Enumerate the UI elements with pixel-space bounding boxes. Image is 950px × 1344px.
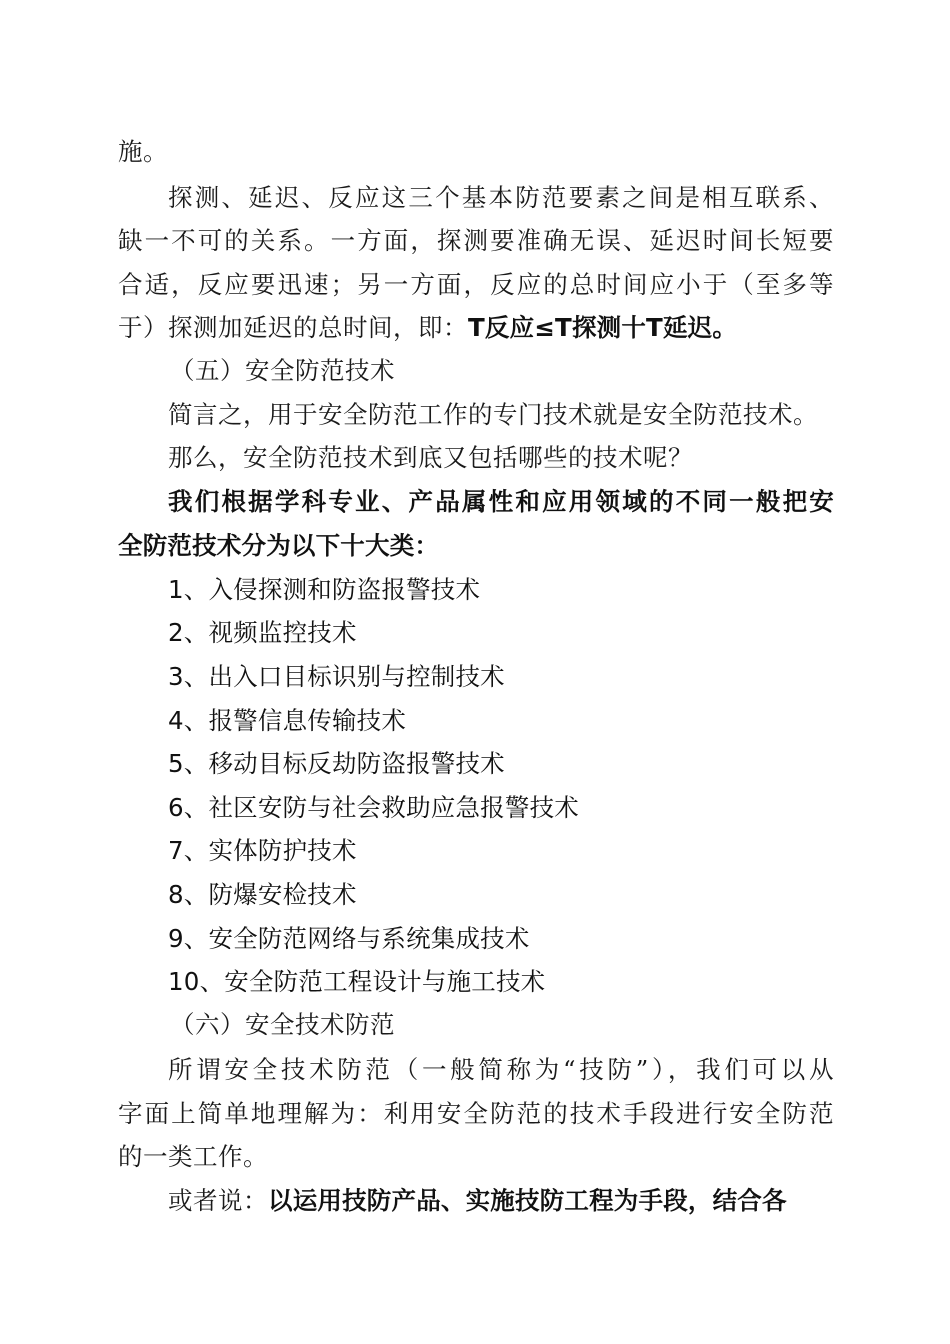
text-line: 我们根据学科专业、产品属性和应用领域的不同一般把安 [168, 487, 834, 516]
text-line: 全防范技术分为以下十大类： [118, 531, 440, 560]
text-line: 的一类工作。 [118, 1142, 268, 1171]
text-line: 简言之，用于安全防范工作的专门技术就是安全防范技术。 [168, 400, 818, 429]
text-line: 字面上简单地理解为：利用安全防范的技术手段进行安全防范 [118, 1099, 834, 1128]
list-item: 5、移动目标反劫防盗报警技术 [168, 749, 505, 778]
list-item: 3、出入口目标识别与控制技术 [168, 662, 505, 691]
text-span: 于）探测加延迟的总时间，即： [118, 313, 468, 342]
list-item: 6、社区安防与社会救助应急报警技术 [168, 793, 579, 822]
section-heading: （五）安全防范技术 [170, 356, 395, 385]
list-item: 2、视频监控技术 [168, 618, 357, 647]
text-line [118, 311, 834, 345]
text-span: 以运用技防产品、实施技防工程为手段，结合各 [268, 1186, 787, 1215]
text-line: 那么，安全防范技术到底又包括哪些的技术呢？ [168, 443, 693, 472]
list-item: 8、防爆安检技术 [168, 880, 357, 909]
list-item: 1、入侵探测和防盗报警技术 [168, 575, 481, 604]
text-line: 合适，反应要迅速；另一方面，反应的总时间应小于（至多等 [118, 270, 834, 299]
text-line: 缺一不可的关系。一方面，探测要准确无误、延迟时间长短要 [118, 226, 834, 255]
section-heading: （六）安全技术防范 [170, 1010, 395, 1039]
list-item: 4、报警信息传输技术 [168, 706, 407, 735]
text-line: 施。 [118, 137, 168, 166]
list-item: 7、实体防护技术 [168, 836, 357, 865]
text-line [168, 1184, 834, 1218]
list-item: 9、安全防范网络与系统集成技术 [168, 924, 530, 953]
text-span: 或者说： [168, 1186, 268, 1215]
list-item: 10、安全防范工程设计与施工技术 [168, 967, 546, 996]
text-line: 所谓安全技术防范（一般简称为“技防”），我们可以从 [168, 1055, 834, 1084]
formula-text: T反应≤T探测十T延迟。 [468, 313, 738, 342]
text-line: 探测、延迟、反应这三个基本防范要素之间是相互联系、 [168, 183, 834, 212]
